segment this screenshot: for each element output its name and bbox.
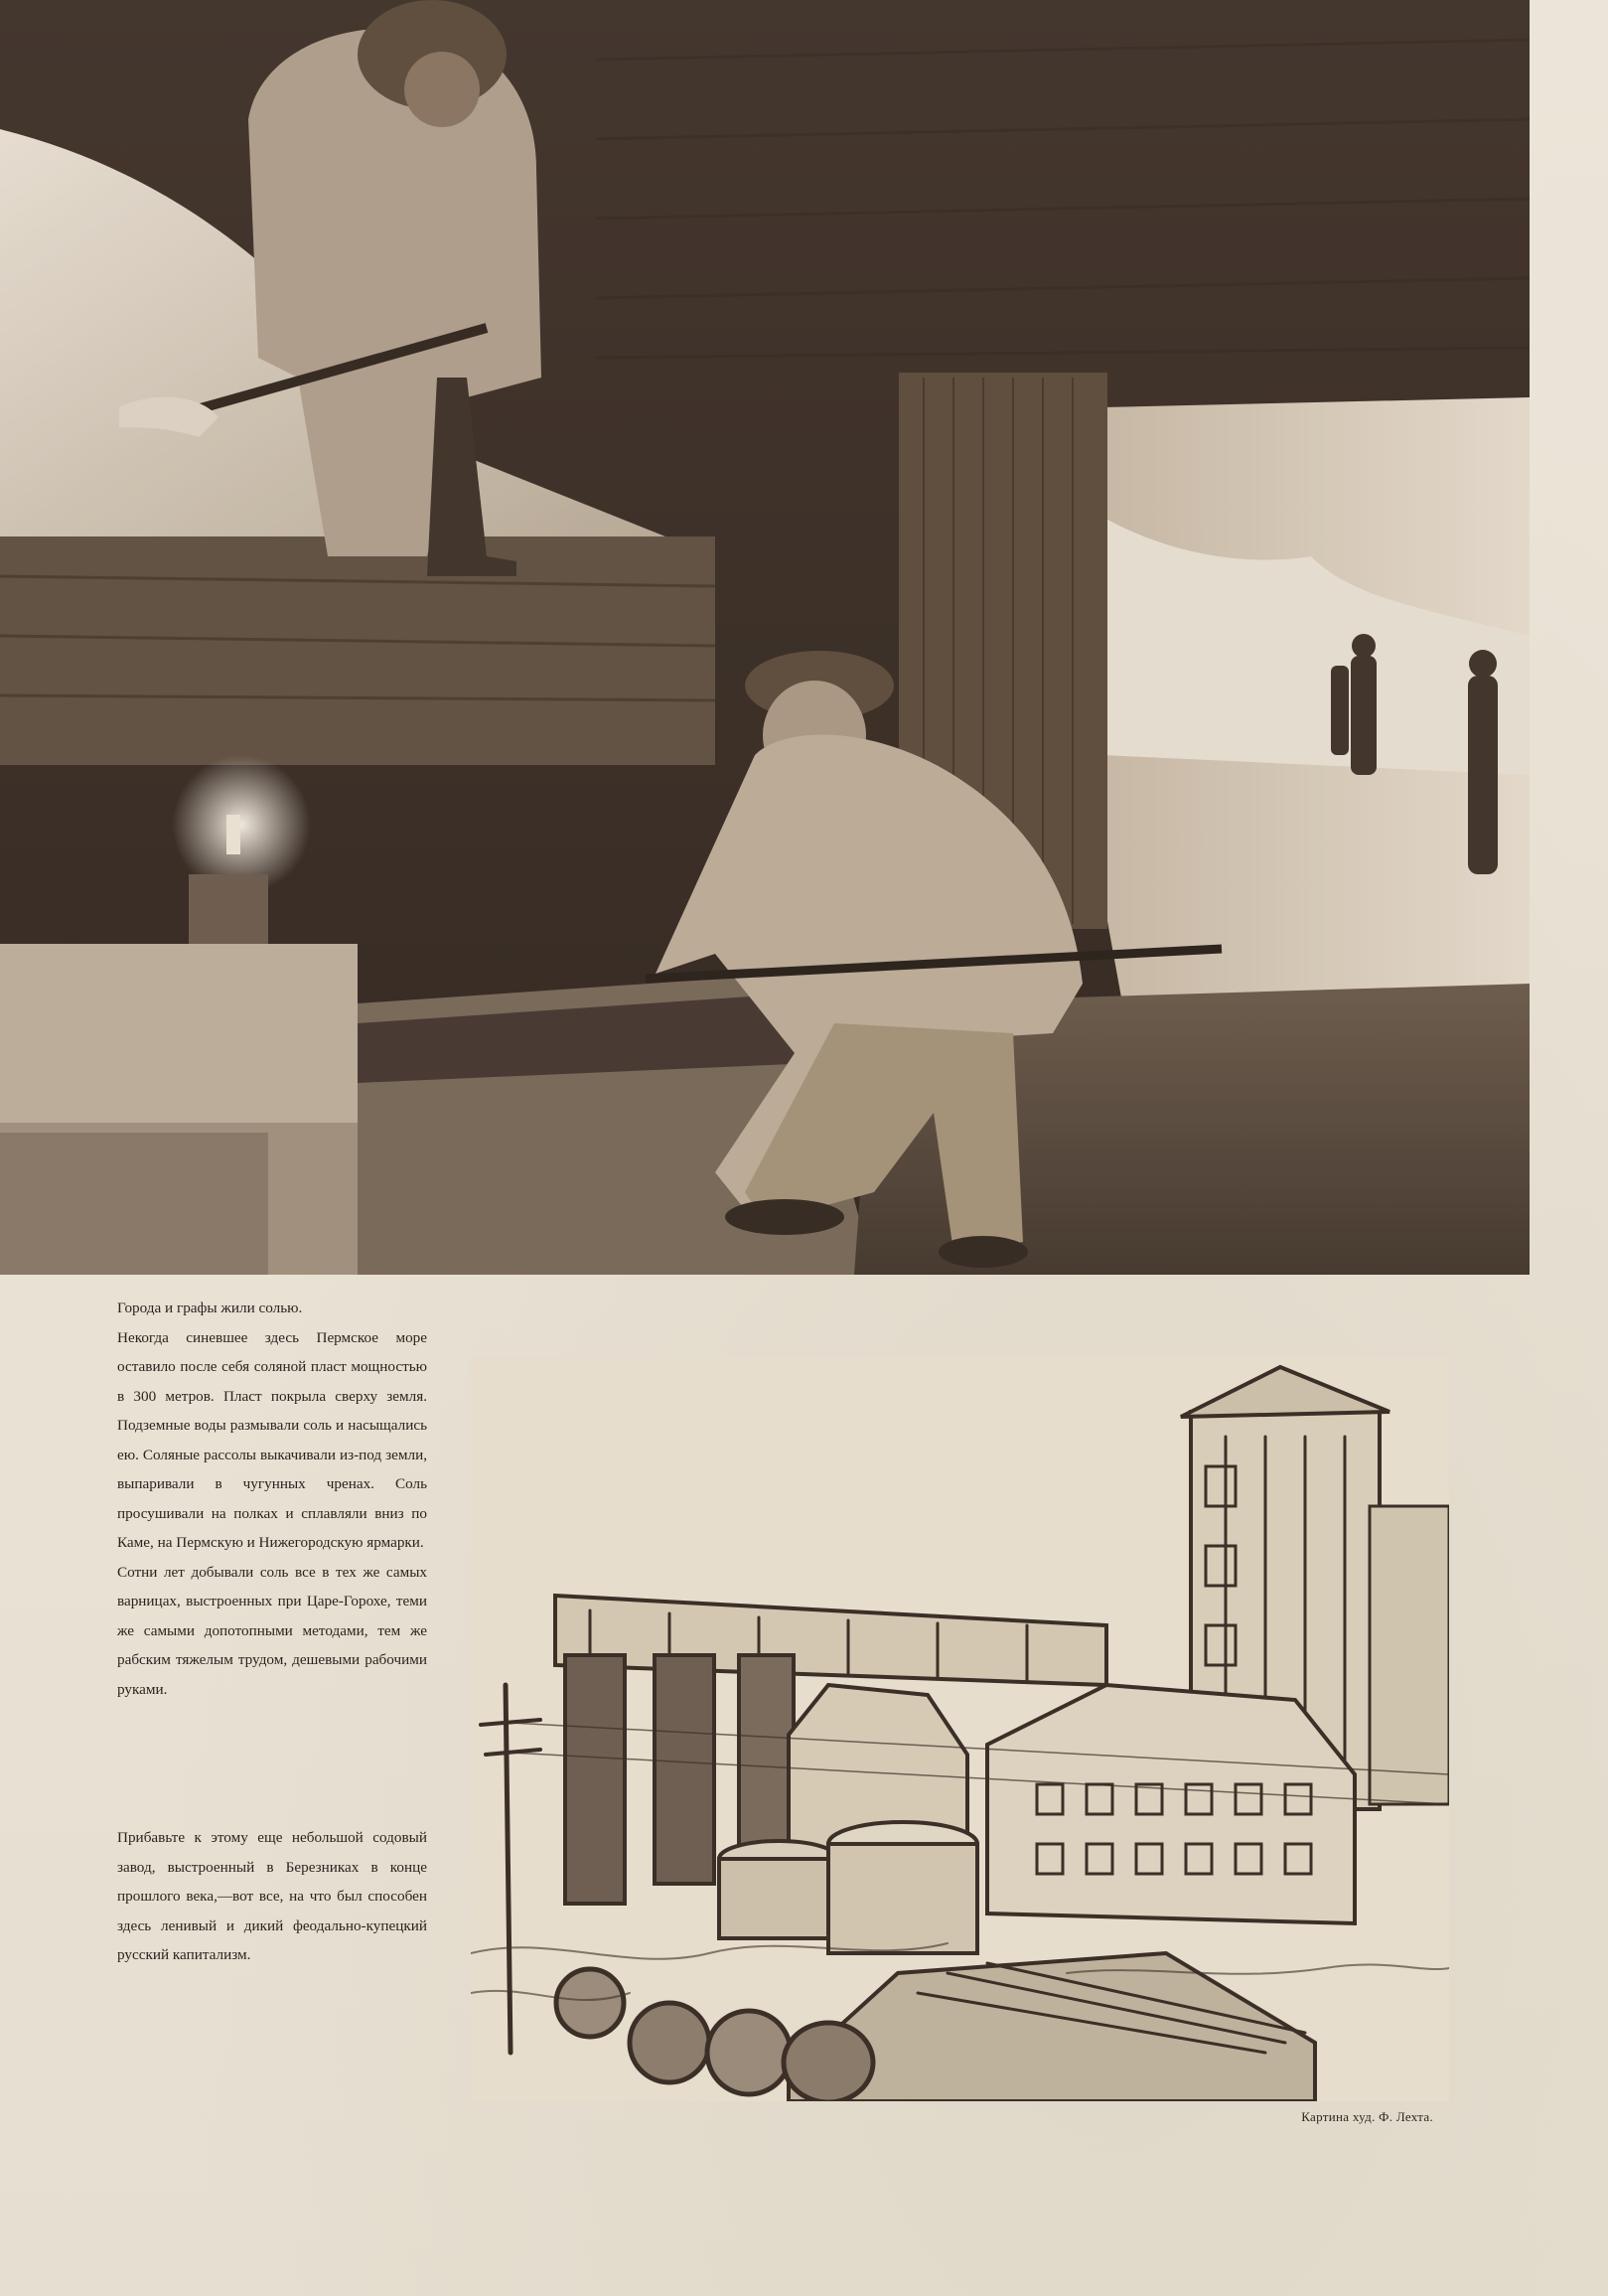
article-paragraph-3: Сотни лет добывали соль все в тех же самых варницах, выстроенных при Царе-Горохе, теми же самыми допотопными методами, тем же рабским тяжелым трудом, дешевыми рабочими руками. [117, 1563, 427, 1698]
article-closing-paragraph: Прибавьте к этому еще небольшой содовый завод, выстроенный в Березниках в конце прошлого века,—вот все, на что был способен здесь ленивый и дикий феодально-купецкий русский капитализм. [117, 1829, 427, 1963]
factory-drawing-art [471, 1357, 1449, 2101]
article-paragraph-1: Города и графы жили солью. [117, 1300, 303, 1316]
drawing-caption: Картина худ. Ф. Лехта. [1301, 2109, 1433, 2124]
factory-drawing [471, 1357, 1449, 2101]
article-text [117, 1294, 427, 1970]
article-paragraph-2: Некогда синевшее здесь Пермское море оставило после себя соляной пласт мощностью в 300 метров. Пласт покрыла сверху земля. Подземные воды размывали соль и насыщались ею. Соляные рассолы выкачивали из-под земли, выпаривали в чугунных чренах. Соль просушивали на полках и сплавляли вниз по Каме, на Пермскую и Нижегородскую ярмарки. [117, 1328, 427, 1551]
